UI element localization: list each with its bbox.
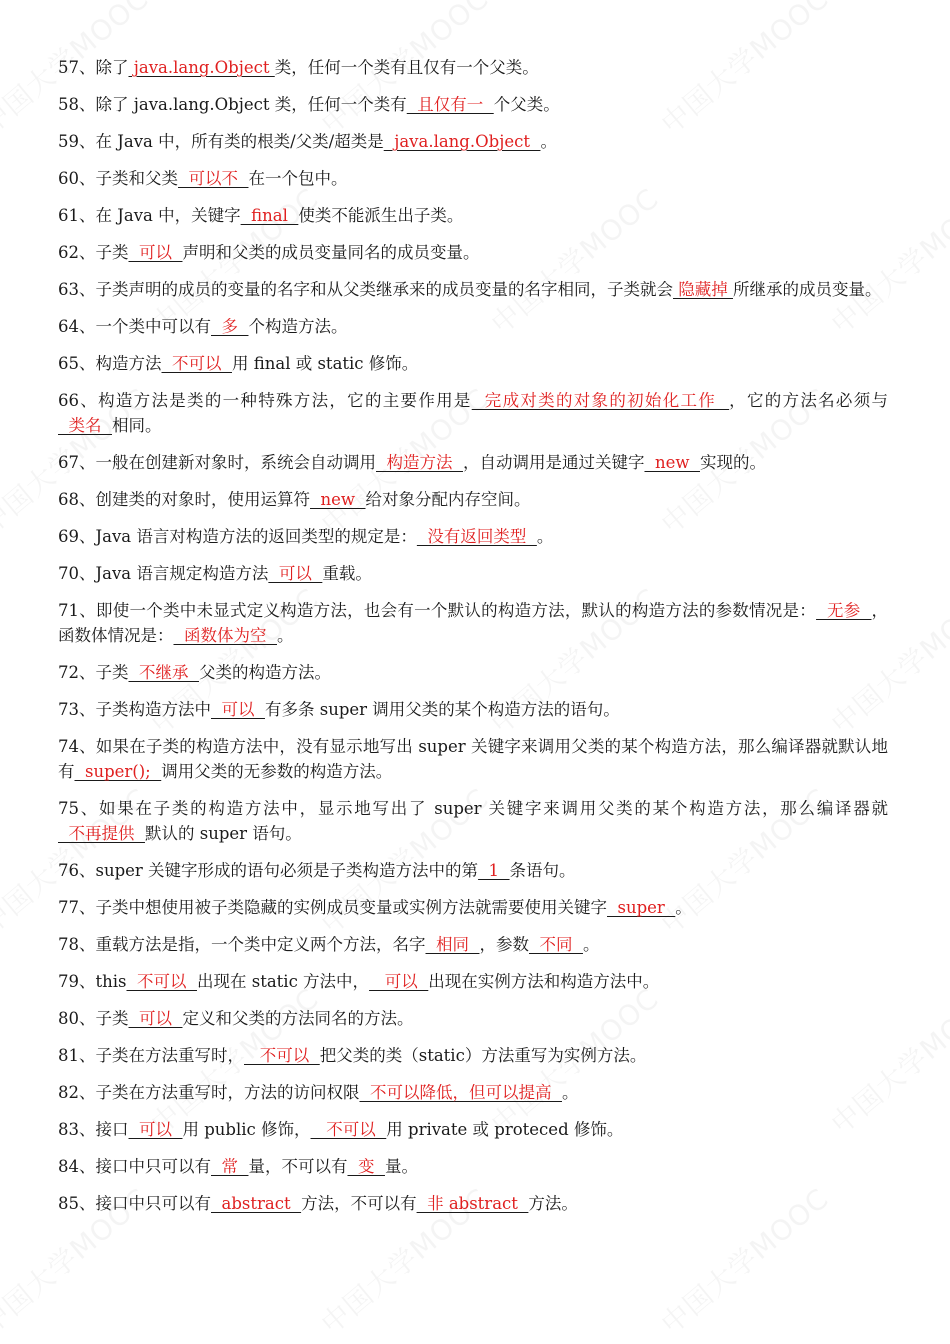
question-item — [58, 129, 888, 154]
question-item — [58, 734, 888, 784]
answer-blank: 完成对类的对象的初始化工作 — [471, 391, 730, 410]
question-text: 71、即使一个类中未显式定义构造方法，也会有一个默认的构造方法，默认的构造方法的参数情况是： — [58, 601, 817, 620]
question-item — [58, 561, 888, 586]
question-text: 默认的 super 语句。 — [144, 824, 302, 843]
answer-blank: 不同 — [528, 935, 583, 954]
question-text: 74、如果在子类的构造方法中，没有显示地写出 super 关键字来调用父类的某个构造方法，那么编译器就默认地有 — [58, 737, 888, 781]
question-text: 。 — [582, 935, 600, 954]
question-item — [58, 697, 888, 722]
question-text: ，它的方法名必须与 — [729, 391, 889, 410]
question-text: 父类的构造方法。 — [198, 663, 331, 682]
question-text: 量，不可以有 — [248, 1157, 348, 1176]
question-text: 85、接口中只可以有 — [58, 1194, 211, 1213]
question-text: 65、构造方法 — [58, 354, 162, 373]
answer-blank: java.lang.Object — [383, 132, 541, 151]
question-item — [58, 314, 888, 339]
question-text: 在一个包中。 — [248, 169, 348, 188]
answer-blank: final — [240, 206, 299, 225]
question-text: 类，任何一个类有且仅有一个父类。 — [274, 58, 539, 77]
question-text: 所继承的成员变量。 — [733, 280, 882, 299]
question-text: 61、在 Java 中，关键字 — [58, 206, 241, 225]
question-text: 出现在 static 方法中， — [196, 972, 370, 991]
answer-blank: 函数体为空 — [173, 626, 277, 645]
answer-blank: java.lang.Object — [128, 58, 275, 77]
question-text: 79、this — [58, 972, 127, 991]
question-item — [58, 1006, 888, 1031]
answer-blank: 无参 — [816, 601, 872, 620]
question-item — [58, 796, 888, 846]
question-text: 方法，不可以有 — [301, 1194, 417, 1213]
question-text: 80、子类 — [58, 1009, 129, 1028]
answer-blank: 可以 — [128, 243, 183, 262]
question-text: 63、子类声明的成员的变量的名字和从父类继承来的成员变量的名字相同，子类就会 — [58, 280, 673, 299]
question-text: 出现在实例方法和构造方法中。 — [428, 972, 660, 991]
answer-blank: 不可以 — [161, 354, 232, 373]
question-text: 77、子类中想使用被子类隐藏的实例成员变量或实例方法就需要使用关键字 — [58, 898, 607, 917]
question-text: 把父类的类（static）方法重写为实例方法。 — [319, 1046, 647, 1065]
answer-blank: 且仅有一 — [406, 95, 494, 114]
question-item — [58, 524, 888, 549]
question-text: 84、接口中只可以有 — [58, 1157, 211, 1176]
question-item — [58, 660, 888, 685]
question-text: 用 final 或 static 修饰。 — [231, 354, 419, 373]
question-item — [58, 1080, 888, 1105]
question-text: 用 public 修饰， — [182, 1120, 311, 1139]
question-text: 69、Java 语言对构造方法的返回类型的规定是： — [58, 527, 417, 546]
answer-blank: abstract — [211, 1194, 302, 1213]
question-item — [58, 969, 888, 994]
question-text: 66、构造方法是类的一种特殊方法，它的主要作用是 — [58, 391, 472, 410]
answer-blank: 不可以 — [310, 1120, 387, 1139]
answer-blank: 可以 — [268, 564, 323, 583]
question-text: 60、子类和父类 — [58, 169, 178, 188]
question-text: ，自动调用是通过关键字 — [462, 453, 645, 472]
question-item — [58, 598, 888, 648]
question-item — [58, 1154, 888, 1179]
question-item — [58, 55, 888, 80]
question-item — [58, 240, 888, 265]
question-text: 。 — [536, 527, 554, 546]
question-text: 76、super 关键字形成的语句必须是子类构造方法中的第 — [58, 861, 479, 880]
answer-blank: 不可以 — [126, 972, 197, 991]
question-item — [58, 487, 888, 512]
answer-blank: 没有返回类型 — [416, 527, 537, 546]
question-text: 实现的。 — [699, 453, 766, 472]
question-item — [58, 388, 888, 438]
question-text: 。 — [675, 898, 692, 917]
answer-blank: 可以 — [128, 1009, 183, 1028]
question-text: 。 — [276, 626, 294, 645]
question-item — [58, 203, 888, 228]
answer-blank: new — [644, 453, 700, 472]
question-text: 调用父类的无参数的构造方法。 — [161, 762, 393, 781]
answer-blank: 非 abstract — [416, 1194, 529, 1213]
question-text: 78、重载方法是指，一个类中定义两个方法，名字 — [58, 935, 426, 954]
answer-blank: 类名 — [58, 416, 112, 435]
question-text: ，函数体情况是： — [58, 601, 888, 645]
question-text: 62、子类 — [58, 243, 129, 262]
question-item — [58, 932, 888, 957]
answer-blank: 不继承 — [128, 663, 199, 682]
answer-blank: 可以 — [211, 700, 265, 719]
question-text: 75、如果在子类的构造方法中，显示地写出了 super 关键字来调用父类的某个构造方法，那么编译器就 — [58, 799, 888, 818]
question-item — [58, 92, 888, 117]
question-text: 57、除了 — [58, 58, 129, 77]
answer-blank: 不再提供 — [58, 824, 145, 843]
question-text: 73、子类构造方法中 — [58, 700, 211, 719]
question-list — [58, 55, 888, 1228]
question-text: 定义和父类的方法同名的方法。 — [182, 1009, 414, 1028]
question-text: 个构造方法。 — [248, 317, 348, 336]
answer-blank: 可以 — [128, 1120, 183, 1139]
answer-blank: 多 — [211, 317, 249, 336]
answer-blank: 变 — [347, 1157, 385, 1176]
question-text: 81、子类在方法重写时， — [58, 1046, 244, 1065]
answer-blank: super(); — [74, 762, 162, 781]
question-text: 64、一个类中可以有 — [58, 317, 211, 336]
question-text: 72、子类 — [58, 663, 129, 682]
answer-blank: new — [310, 490, 366, 509]
question-item — [58, 1043, 888, 1068]
answer-blank: 可以不 — [178, 169, 249, 188]
question-text: 68、创建类的对象时，使用运算符 — [58, 490, 310, 509]
question-text: 用 private 或 proteced 修饰。 — [386, 1120, 624, 1139]
answer-blank: 构造方法 — [376, 453, 463, 472]
answer-blank: super — [607, 898, 676, 917]
question-text: 给对象分配内存空间。 — [365, 490, 531, 509]
question-text: ，参数 — [479, 935, 529, 954]
answer-blank: 不可以 — [244, 1046, 320, 1065]
question-item — [58, 1191, 888, 1216]
answer-blank: 不可以降低，但可以提高 — [359, 1083, 562, 1102]
answer-blank: 相同 — [425, 935, 480, 954]
answer-blank: 常 — [211, 1157, 249, 1176]
question-item — [58, 166, 888, 191]
question-text: 方法。 — [528, 1194, 578, 1213]
question-item — [58, 450, 888, 475]
question-text: 有多条 super 调用父类的某个构造方法的语句。 — [264, 700, 620, 719]
answer-blank: 1 — [478, 861, 510, 880]
question-text: 条语句。 — [509, 861, 576, 880]
question-item — [58, 895, 888, 920]
question-item — [58, 858, 888, 883]
question-text: 67、一般在创建新对象时，系统会自动调用 — [58, 453, 376, 472]
question-item — [58, 351, 888, 376]
question-text: 70、Java 语言规定构造方法 — [58, 564, 269, 583]
question-item — [58, 1117, 888, 1142]
question-text: 。 — [540, 132, 557, 151]
question-item — [58, 277, 888, 302]
answer-blank: 隐藏掉 — [673, 280, 733, 299]
question-text: 个父类。 — [493, 95, 560, 114]
question-text: 重载。 — [322, 564, 372, 583]
question-text: 58、除了 java.lang.Object 类，任何一个类有 — [58, 95, 407, 114]
question-text: 相同。 — [111, 416, 162, 435]
question-text: 83、接口 — [58, 1120, 129, 1139]
question-text: 59、在 Java 中，所有类的根类/父类/超类是 — [58, 132, 384, 151]
question-text: 声明和父类的成员变量同名的成员变量。 — [182, 243, 480, 262]
question-text: 量。 — [384, 1157, 418, 1176]
question-text: 使类不能派生出子类。 — [298, 206, 464, 225]
answer-blank: 可以 — [369, 972, 429, 991]
question-text: 82、子类在方法重写时，方法的访问权限 — [58, 1083, 360, 1102]
question-text: 。 — [561, 1083, 579, 1102]
